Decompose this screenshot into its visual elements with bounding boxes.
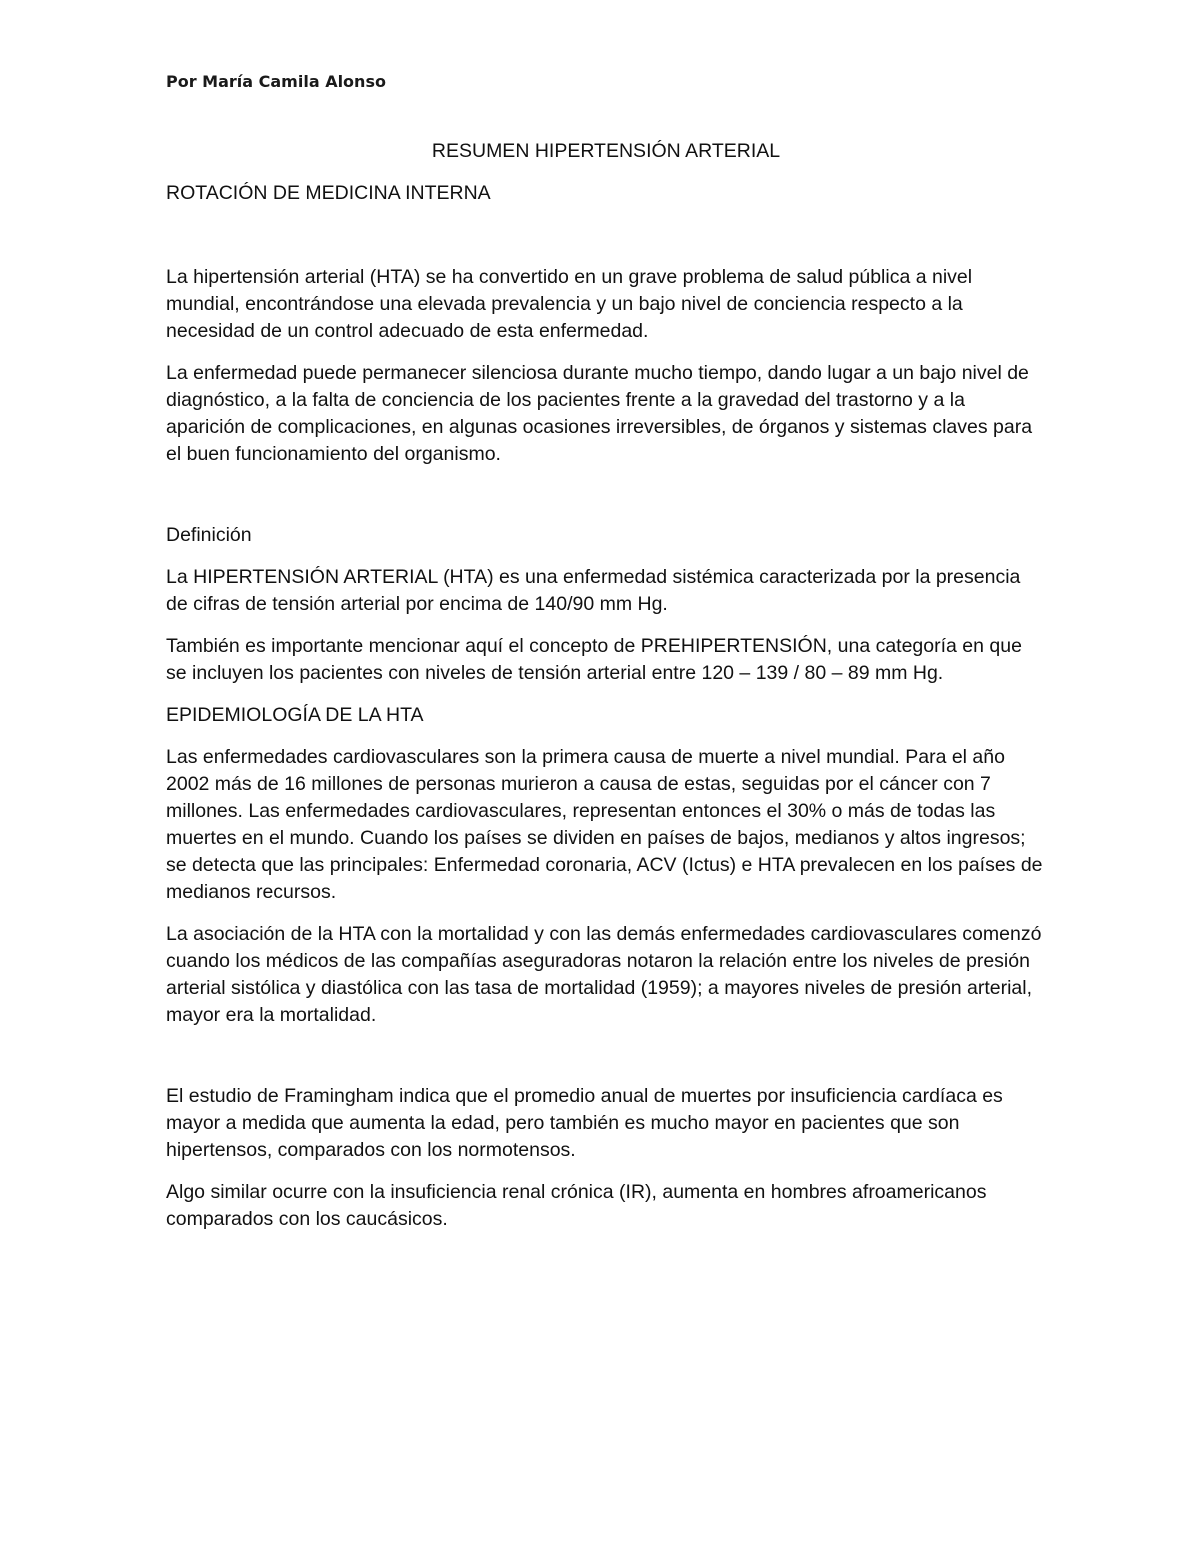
epidemiologia-paragraph-2: La asociación de la HTA con la mortalidad y con las demás enfermedades cardiovasculares comenzó cuando los médicos de las compañías aseguradoras notaron la relación entre los niveles de presión arterial sistólica y diastólica con las tasa de mortalidad (1959); a mayores niveles de presión arterial, mayor era la mortalidad. <box>166 923 1042 1026</box>
definicion-paragraph-2: También es importante mencionar aquí el concepto de PREHIPERTENSIÓN, una categoría en que se incluyen los pacientes con niveles de tensión arterial entre 120 – 139 / 80 – 89 mm Hg. <box>166 635 1022 684</box>
document-subtitle: ROTACIÓN DE MEDICINA INTERNA <box>166 182 491 204</box>
document-title: RESUMEN HIPERTENSIÓN ARTERIAL <box>431 140 781 162</box>
intro-paragraph-2: La enfermedad puede permanecer silenciosa durante mucho tiempo, dando lugar a un bajo nivel de diagnóstico, a la falta de conciencia de los pacientes frente a la gravedad del trastorno y a la aparición de complicaciones, en algunas ocasiones irreversibles, de órganos y sistemas claves para el buen funcionamiento del organismo. <box>166 362 1033 465</box>
document-body <box>166 138 1046 1248</box>
epidemiologia-paragraph-4: Algo similar ocurre con la insuficiencia renal crónica (IR), aumenta en hombres afroamericanos comparados con los caucásicos. <box>166 1181 987 1230</box>
intro-paragraph-1: La hipertensión arterial (HTA) se ha convertido en un grave problema de salud pública a nivel mundial, encontrándose una elevada prevalencia y un bajo nivel de conciencia respecto a la necesidad de un control adecuado de esta enfermedad. <box>166 266 973 342</box>
epidemiologia-paragraph-1: Las enfermedades cardiovasculares son la primera causa de muerte a nivel mundial. Para el año 2002 más de 16 millones de personas murieron a causa de estas, seguidas por el cáncer con 7 millones. Las enfermedades cardiovasculares, representan entonces el 30% o más de todas las muertes en el mundo. Cuando los países se dividen en países de bajos, medianos y altos ingresos; se detecta que las principales: Enfermedad coronaria, ACV (Ictus) e HTA prevalecen en los países de medianos recursos. <box>166 746 1043 903</box>
section-heading-definicion: Definición <box>166 524 252 546</box>
epidemiologia-paragraph-3: El estudio de Framingham indica que el promedio anual de muertes por insuficiencia cardíaca es mayor a medida que aumenta la edad, pero también es mucho mayor en pacientes que son hipertensos, comparados con los normotensos. <box>166 1085 1003 1161</box>
section-heading-epidemiologia: EPIDEMIOLOGÍA DE LA HTA <box>166 704 424 726</box>
definicion-paragraph-1: La HIPERTENSIÓN ARTERIAL (HTA) es una enfermedad sistémica caracterizada por la presencia de cifras de tensión arterial por encima de 140/90 mm Hg. <box>166 566 1021 615</box>
author-line: Por María Camila Alonso <box>166 72 386 91</box>
